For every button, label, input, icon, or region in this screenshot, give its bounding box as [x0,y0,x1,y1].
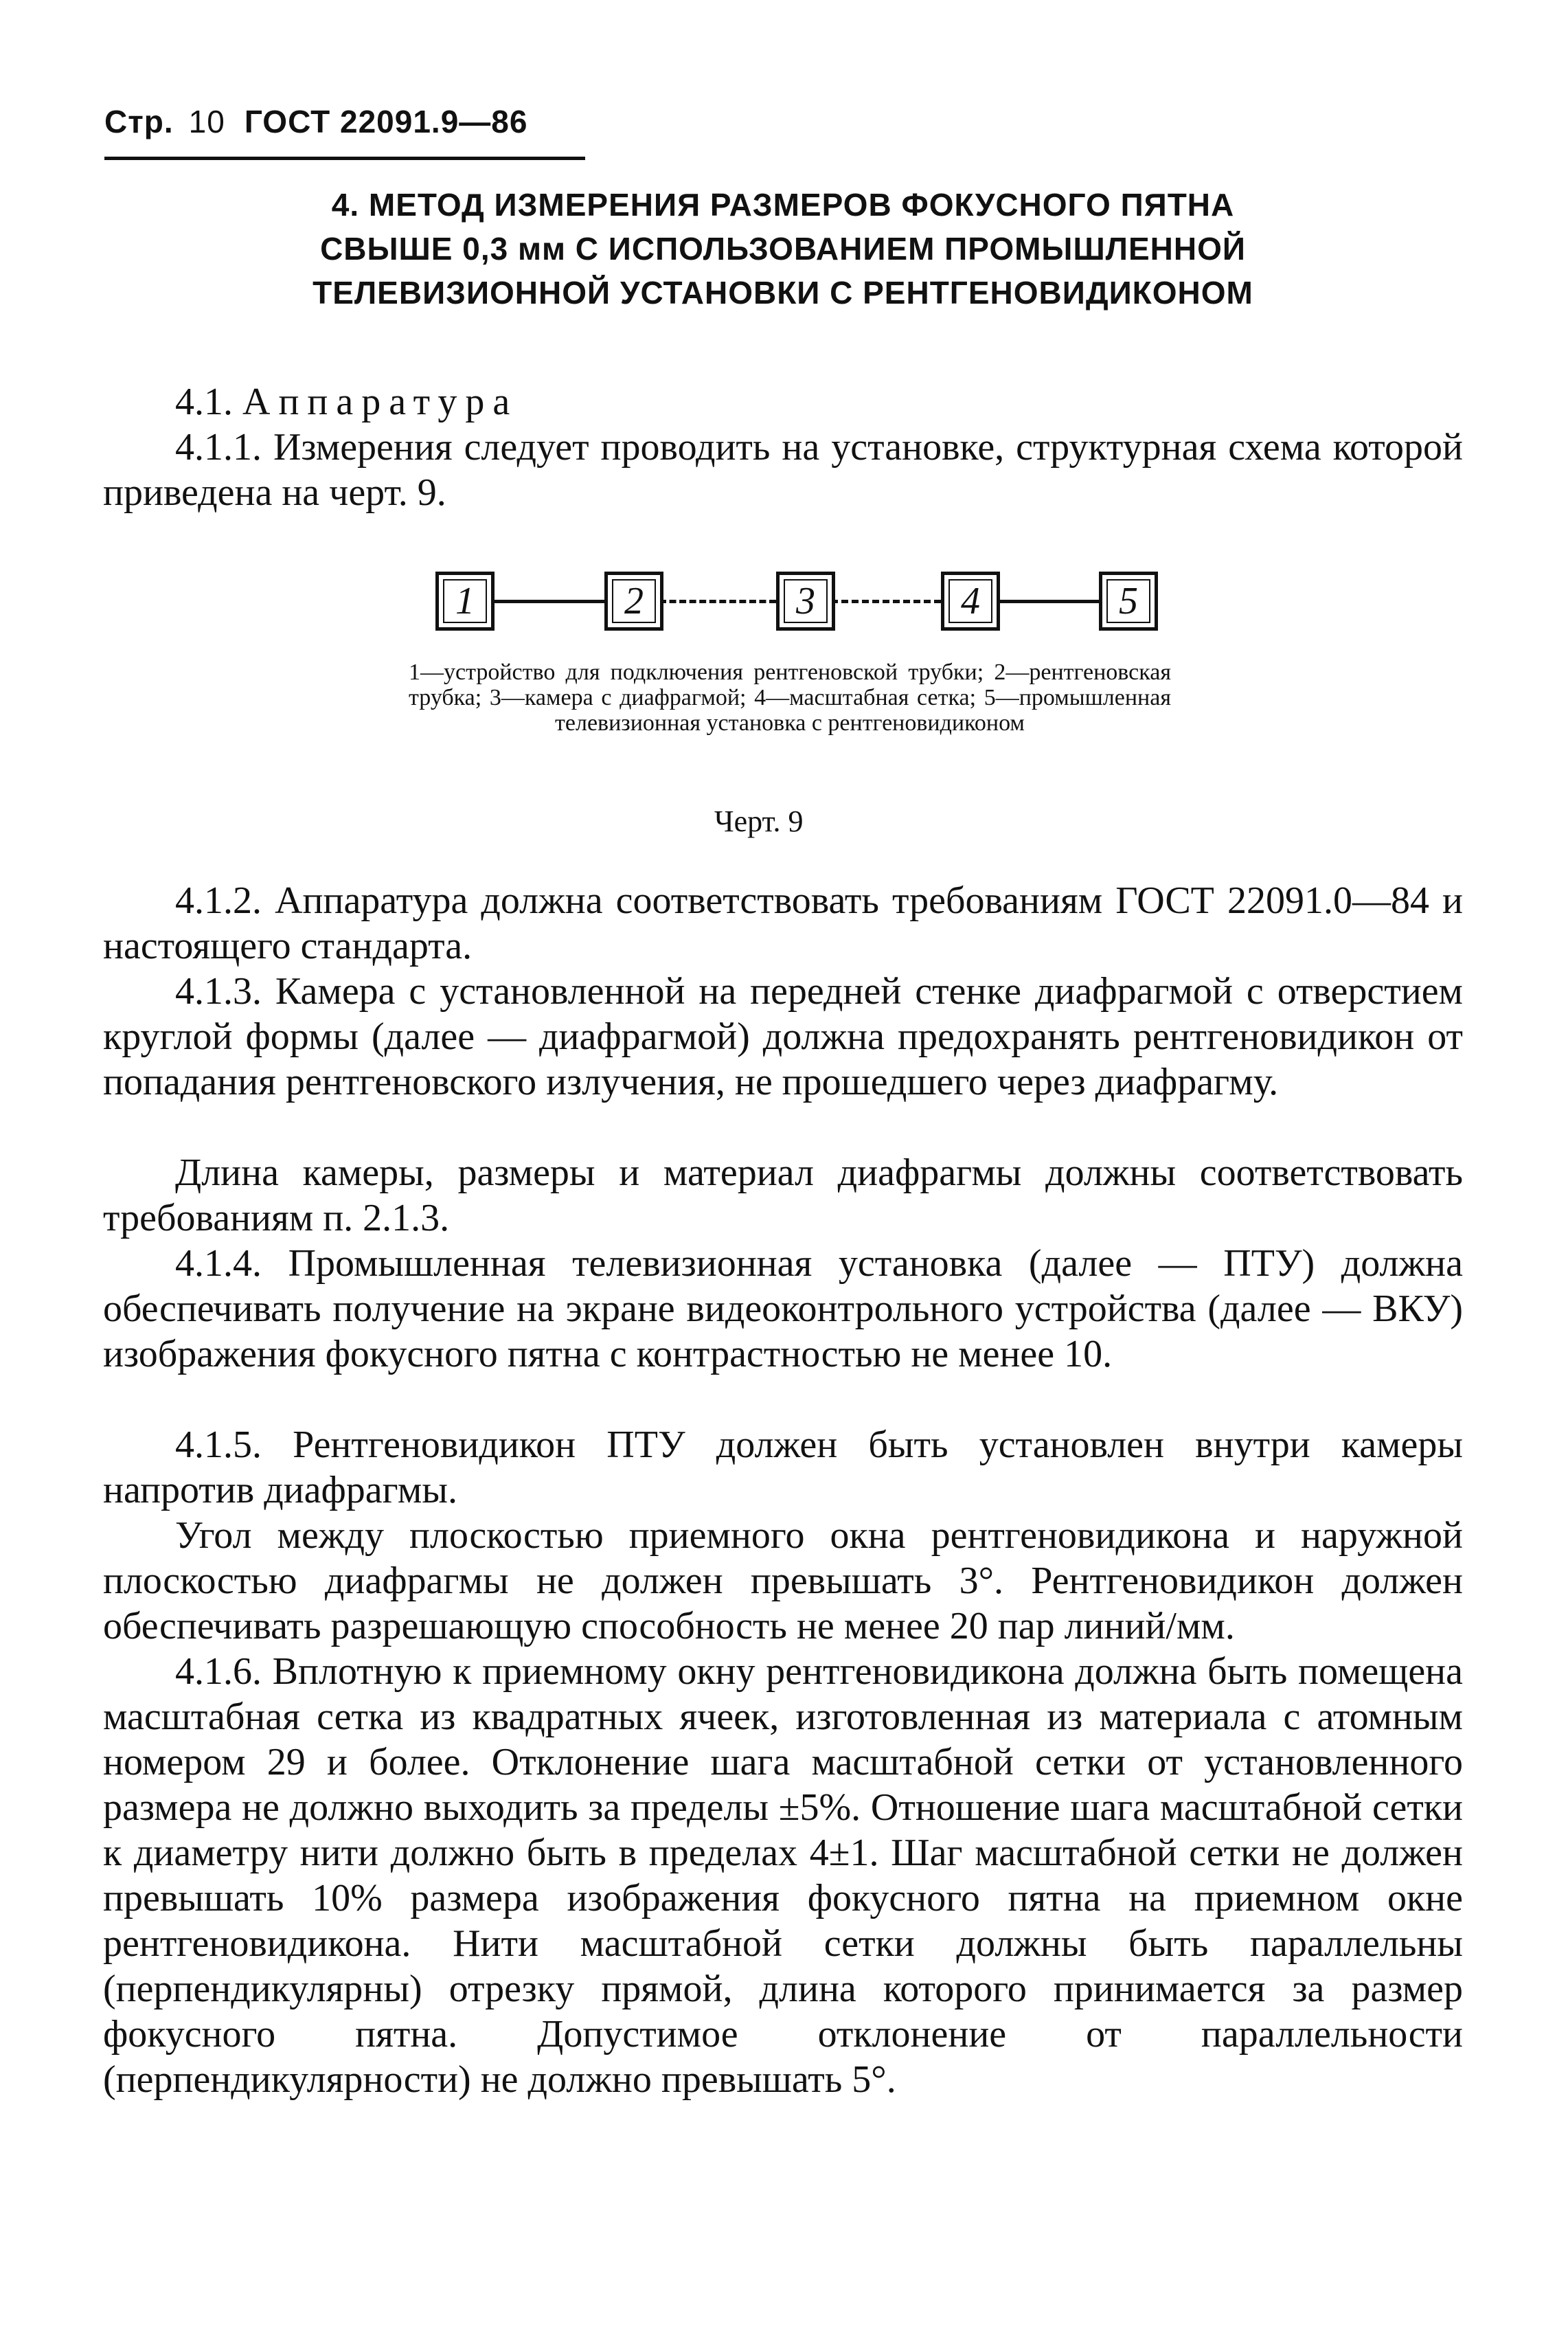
connector-line [996,600,1099,603]
block-diagram [433,563,1147,639]
paragraph-4-1-3-continued: Длина камеры, размеры и материал диафрагмы должны соответствовать требованиям п. 2.1.3. [103,1151,1463,1239]
paragraph-4-1-1: 4.1.1. Измерения следует проводить на установке, структурная схема которой приведена на черт. 9. [103,426,1463,514]
diagram-box-1: 1 [435,572,495,631]
connector-dashed-line [831,600,941,603]
subsection-title: Аппаратура [242,381,519,423]
page-header [104,103,527,140]
subsection-heading [103,379,1463,425]
section-title-line: 4. МЕТОД ИЗМЕРЕНИЯ РАЗМЕРОВ ФОКУСНОГО ПЯТНА [331,187,1235,223]
page-label: Стр. [104,104,174,139]
paragraph-4-1-6: 4.1.6. Вплотную к приемному окну рентгеновидикона должна быть помещена масштабная сетка из квадратных ячеек, изготовленная из материала с атомным номером 29 и более. Отклонение шага масштабной сетки от установленного размера не должно выходить за пределы ±5%. Отношение шага масштабной сетки к диаметру нити должно быть в пределах 4±1. Шаг масштабной сетки не должен превышать 10% размера изображения фокусного пятна на приемном окне рентгеновидикона. Нити масштабной сетки должны быть параллельны (перпендикулярны) отрезку прямой, длина которого принимается за размер фокусного пятна. Допустимое отклонение от параллельности (перпендикулярности) не должно превышать 5°. [103,1650,1463,2101]
section-title [206,183,1360,315]
diagram-box-2: 2 [604,572,663,631]
paragraph-4-1-5: 4.1.5. Рентгеновидикон ПТУ должен быть установлен внутри камеры напротив диафрагмы. [103,1423,1463,1511]
figure-label: Черт. 9 [714,804,804,838]
diagram-box-5: 5 [1099,572,1158,631]
diagram-box-4: 4 [941,572,1000,631]
header-rule [104,157,585,160]
section-title-line: ТЕЛЕВИЗИОННОЙ УСТАНОВКИ С РЕНТГЕНОВИДИКОНОМ [313,275,1253,311]
figure-caption: 1—устройство для подключения рентгеновской трубки; 2—рентгеновская трубка; 3—камера с диафрагмой; 4—масштабная сетка; 5—промышленная телевизионная установка с рентгеновидиконом [409,660,1171,736]
paragraph-4-1-5-continued: Угол между плоскостью приемного окна рентгеновидикона и наружной плоскостью диафрагмы не должен превышать 3°. Рентгеновидикон должен обеспечивать разрешающую способность не менее 20 пар линий/мм. [103,1514,1463,1647]
connector-line [495,600,604,603]
page-number: 10 [188,104,225,139]
paragraph-4-1-2: 4.1.2. Аппаратура должна соответствовать требованиям ГОСТ 22091.0—84 и настоящего стандарта. [103,879,1463,967]
standard-code: ГОСТ 22091.9—86 [244,104,528,139]
paragraph-4-1-4: 4.1.4. Промышленная телевизионная установка (далее — ПТУ) должна обеспечивать получение на экране видеоконтрольного устройства (далее — ВКУ) изображения фокусного пятна с контрастностью не менее 10. [103,1242,1463,1375]
section-title-line: СВЫШЕ 0,3 мм С ИСПОЛЬЗОВАНИЕМ ПРОМЫШЛЕННОЙ [320,231,1246,267]
diagram-box-3: 3 [776,572,835,631]
connector-dashed-line [659,600,776,603]
paragraph-4-1-3: 4.1.3. Камера с установленной на передней стенке диафрагмой с отверстием круглой формы (далее — диафрагмой) должна предохранять рентгеновидикон от попадания рентгеновского излучения, не прошедшего через диафрагму. [103,970,1463,1103]
subsection-number: 4.1. [175,381,233,423]
